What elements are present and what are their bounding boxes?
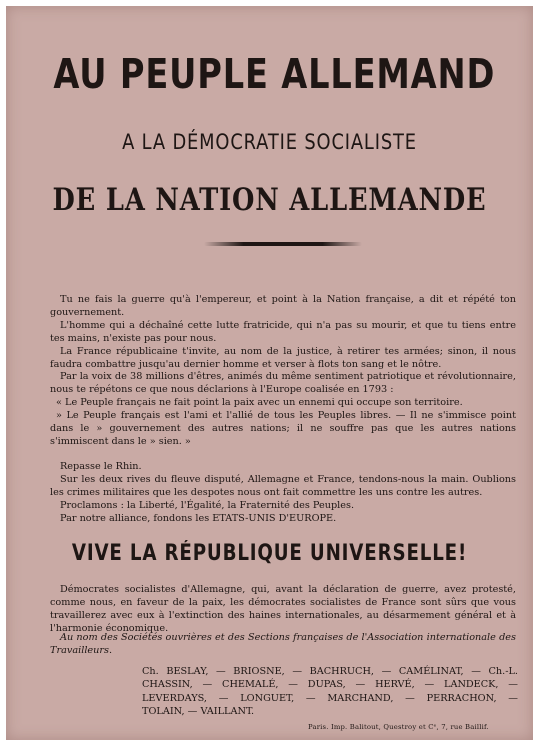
paragraph: Repasse le Rhin.	[60, 460, 142, 472]
quote-paragraph: « Le Peuple français ne fait point la paix avec un ennemi qui occupe son territoire.	[56, 397, 463, 409]
paragraph: Sur les deux rives du fleuve disputé, Allemagne et France, tendons-nous la main. Oublions les crimes militaires que les despotes nous ont fait commettre les uns contre les autres.	[50, 473, 516, 498]
poster-nation-heading: DE LA NATION ALLEMANDE	[52, 182, 487, 218]
paragraph: Démocrates socialistes d'Allemagne, qui, avant la déclaration de guerre, avez protesté, comme nous, en faveur de la paix, les démocrates socialistes de France sont sûrs que vous travaillerez avec eux à l'extinction des haines internationales, au désarmement général et à l'harmonie économique.	[50, 584, 516, 634]
body-text-block-2	[50, 584, 516, 636]
body-text-block-1	[50, 294, 516, 525]
paragraph: Par notre alliance, fondons les ETATS-UNIS D'EUROPE.	[60, 512, 337, 524]
paragraph: La France républicaine t'invite, au nom de la justice, à retirer tes armées; sinon, il nous faudra combattre jusqu'au dernier homme et verser à flots ton sang et le nôtre.	[50, 345, 516, 370]
signatories-line: CHASSIN, — CHEMALÉ, — DUPAS, — HERVÉ, — LANDECK, —	[142, 679, 518, 691]
signatories-list	[142, 665, 518, 718]
paragraph-gap	[50, 449, 516, 461]
printer-imprint: Paris. Imp. Balitout, Questroy et Cᵉ, 7, rue Baillif.	[308, 723, 489, 731]
signatories-line: Ch. BESLAY, — BRIOSNE, — BACHRUCH, — CAMÉLINAT, — Ch.-L.	[142, 666, 518, 677]
signatories-line: LEVERDAYS, — LONGUET, — MARCHAND, — PERRACHON, —	[142, 692, 518, 704]
ornamental-rule	[204, 242, 362, 246]
poster-title: AU PEUPLE ALLEMAND	[53, 50, 496, 98]
paragraph: L'homme qui a déchaîné cette lutte fratricide, qui n'a pas su mourir, et que tu tiens entre tes mains, n'existe pas pour nous.	[50, 319, 516, 344]
paragraph: Tu ne fais la guerre qu'à l'empereur, et point à la Nation française, a dit et répété ton gouvernement.	[50, 294, 516, 318]
signatories-line: TOLAIN, — VAILLANT.	[142, 705, 255, 717]
signature-intro: Au nom des Sociétés ouvrières et des Sections françaises de l'Association internationale des Travailleurs.	[50, 632, 516, 656]
quote-paragraph: » Le Peuple français est l'ami et l'allié de tous les Peuples libres. — Il ne s'immisce point dans le » gouvernement des autres nations; il ne souffre pas que les autres nations s'immiscent dans le » sien. »	[50, 410, 516, 447]
poster-subtitle: A LA DÉMOCRATIE SOCIALISTE	[122, 130, 417, 154]
paragraph: Par la voix de 38 millions d'êtres, animés du même sentiment patriotique et révolutionnaire, nous te répétons ce que nous déclarions à l'Europe coalisée en 1793 :	[50, 371, 516, 396]
paragraph: Proclamons : la Liberté, l'Égalité, la Fraternité des Peuples.	[60, 499, 355, 511]
vive-heading: VIVE LA RÉPUBLIQUE UNIVERSELLE!	[71, 541, 468, 566]
poster-sheet	[6, 6, 533, 740]
